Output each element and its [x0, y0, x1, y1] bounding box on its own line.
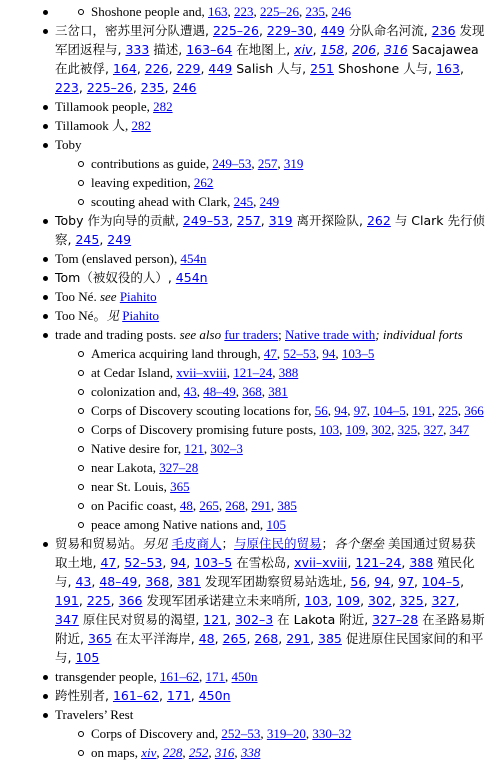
page-ref-link[interactable]: 235	[305, 4, 325, 19]
page-ref-link[interactable]: 319–20	[266, 726, 306, 741]
subentry-refs	[194, 175, 214, 190]
subentry-refs: xvii–xviii, 121–24, 388	[176, 365, 299, 380]
page-ref-link[interactable]: 56	[314, 403, 328, 418]
subentry-shoshone-people: Shoshone people and, 163, 223, 225–26, 235, 246	[14, 2, 486, 21]
page-ref-link[interactable]: 302–3	[235, 612, 274, 627]
page-ref-link[interactable]: 191	[412, 403, 432, 418]
page-ref-link[interactable]: 225–26	[212, 23, 259, 38]
subentry-label: peace among Native nations and,	[91, 517, 267, 532]
page-ref-link[interactable]: 330–32	[312, 726, 352, 741]
link-fur-traders-zh[interactable]: 毛皮商人	[171, 536, 222, 551]
page-ref-link[interactable]: xiv	[141, 745, 157, 760]
page-ref-link[interactable]: 48–49	[99, 574, 138, 589]
subentry	[14, 420, 486, 439]
subentry-label: America acquiring land through,	[91, 346, 264, 361]
page-ref-link[interactable]: 97	[353, 403, 367, 418]
page-ref-link[interactable]: 381	[268, 384, 288, 399]
subentry-label: Corps of Discovery promising future posts,	[91, 422, 320, 437]
subentry-label: on Pacific coast,	[91, 498, 180, 513]
page-ref-link[interactable]: 282	[153, 99, 173, 114]
page-ref-link[interactable]: 94	[374, 574, 391, 589]
page-ref-link[interactable]: 302	[368, 593, 392, 608]
page-ref-link[interactable]: 228	[162, 745, 183, 760]
page-ref-link[interactable]: 449	[320, 23, 345, 38]
page-ref-link[interactable]: 262	[366, 213, 391, 228]
index-list	[14, 2, 486, 762]
page-ref-link[interactable]: 365	[87, 631, 112, 646]
subentry-refs	[159, 460, 198, 475]
page-ref-link[interactable]: 225	[438, 403, 458, 418]
index-entry-sanchakou: 三岔口，密苏里河分队遭遇, 225–26, 229–30, 449 分队命名河流, 236 发现军团返程与, 333 描述, 163–64 在地图上, xiv, 158, 206, 316 Sacajawea 在此被俘, 164, 226, 229, 449 Salish 人与, 251 Shoshone 人与, 163, 223, 225–26, 235, 246	[14, 21, 486, 97]
trade-subentries	[55, 344, 486, 534]
page-ref-link[interactable]: 163–64	[186, 42, 233, 57]
subentry	[14, 173, 486, 192]
page-ref-link[interactable]: 43	[75, 574, 92, 589]
page-ref-link[interactable]: 225	[86, 593, 111, 608]
page-ref-link[interactable]: 121–24	[355, 555, 402, 570]
page-ref-link[interactable]: 347	[55, 612, 79, 627]
subentry-refs: 252–53, 319–20, 330–32	[221, 726, 352, 741]
page-ref-link[interactable]: 282	[131, 118, 151, 133]
page-ref-link[interactable]: 121–24	[233, 365, 273, 380]
page-ref-link[interactable]: 252–53	[221, 726, 261, 741]
subentry-label: Corps of Discovery and,	[91, 726, 222, 741]
page-ref-link[interactable]: 48–49	[203, 384, 236, 399]
page-ref-link[interactable]: 236	[431, 23, 456, 38]
page-ref-link[interactable]: 94	[334, 403, 348, 418]
subentry	[14, 515, 486, 534]
subentry	[14, 458, 486, 477]
index-entry-trade: trade and trading posts. see also fur traders; Native trade with; individual forts America acquiring land through, 47, 52–53, 94, 103–5 at Cedar Island, xvii–xviii, 121–24, 388 colonization and, 43, 48–49, 368, 381 Corps of Discovery scouting locations for, 56, 94, 97, 104–5, 191, 225, 366 Corps of Discovery promising future posts, 103, 109, 302, 325, 327, 347 Native desire for, 121, 302–3 near Lakota, 327–28 near St. Louis, 365 on Pacific coast, 48, 265, 268, 291, 385 peace among Native nations and, 105	[14, 325, 486, 534]
subentry-refs: xiv, 228, 252, 316, 338	[141, 745, 261, 760]
subentry	[14, 724, 486, 743]
page-ref-link[interactable]: 161–62	[112, 688, 159, 703]
page-ref-link[interactable]: 265	[199, 498, 219, 513]
page-ref-link[interactable]: 163	[436, 61, 460, 76]
page-ref-link[interactable]: 245	[233, 194, 254, 209]
page-ref-link[interactable]: 327	[431, 593, 456, 608]
page-ref-link[interactable]: 105	[266, 517, 286, 532]
page-ref-link[interactable]: 252	[188, 745, 209, 760]
index-entry-transgender: transgender people, 161–62, 171, 450n	[14, 667, 486, 686]
page-ref-link[interactable]: 246	[172, 80, 197, 95]
link-native-trade-zh[interactable]: 与原住民的贸易	[234, 536, 322, 551]
page-ref-link[interactable]: 249	[259, 194, 280, 209]
page-ref-link[interactable]: 48	[179, 498, 193, 513]
page-ref-link[interactable]: 251	[310, 61, 334, 76]
subentry-label: near St. Louis,	[91, 479, 171, 494]
toby-subentries	[55, 154, 486, 211]
page-ref-link[interactable]: 325	[399, 593, 424, 608]
page-ref-link[interactable]: 121	[203, 612, 228, 627]
index-entry-travelers-rest: Travelers’ Rest Corps of Discovery and, 252–53, 319–20, 330–32 on maps, xiv, 228, 252, 316, 338	[14, 705, 486, 762]
subentry-refs: 47, 52–53, 94, 103–5	[263, 346, 375, 361]
page-ref-link[interactable]: 450n	[198, 688, 231, 703]
page-ref-link[interactable]: 229–30	[266, 23, 313, 38]
page-ref-link[interactable]: 104–5	[422, 574, 461, 589]
page-ref-link[interactable]: xvii–xviii	[294, 555, 348, 570]
index-entry-toby: Toby contributions as guide, 249–53, 257, 319 leaving expedition, 262 scouting ahead with Clark, 245, 249	[14, 135, 486, 211]
link-piahito[interactable]: Piahito	[119, 289, 157, 304]
page-ref-link[interactable]: 366	[464, 403, 484, 418]
page-ref-link[interactable]: 48	[198, 631, 215, 646]
page-ref-link[interactable]: 316	[214, 745, 235, 760]
link-native-trade-with[interactable]: Native trade with	[285, 327, 376, 342]
page-ref-link[interactable]: 302–3	[210, 441, 243, 456]
index-entry-tillamook: Tillamook people, 282	[14, 97, 486, 116]
index-entry-toby-zh: Toby 作为向导的贡献, 249–53, 257, 319 离开探险队, 262 与 Clark 先行侦察, 245, 249	[14, 211, 486, 249]
subentry-refs: 48, 265, 268, 291, 385	[179, 498, 297, 513]
subentry-label: Native desire for,	[91, 441, 185, 456]
page-ref-link[interactable]: 388	[409, 555, 434, 570]
page-ref-link[interactable]: 191	[55, 593, 79, 608]
page-ref-link[interactable]: 109	[336, 593, 361, 608]
page-ref-link[interactable]: 316	[384, 42, 408, 57]
subentry	[14, 439, 486, 458]
page-ref-link[interactable]: 94	[170, 555, 187, 570]
page-ref-link[interactable]: 121	[184, 441, 204, 456]
page-ref-link[interactable]: 47	[263, 346, 277, 361]
page-ref-link[interactable]: 268	[225, 498, 245, 513]
page-ref-link[interactable]: 43	[183, 384, 197, 399]
page-ref-link[interactable]: 225–26	[259, 4, 299, 19]
link-piahito-zh[interactable]: Piahito	[122, 308, 160, 323]
subentry-refs	[170, 479, 190, 494]
page-ref-link[interactable]: 249–53	[182, 213, 229, 228]
page-ref-link[interactable]: 52–53	[283, 346, 316, 361]
page-ref-link[interactable]: 47	[100, 555, 117, 570]
page-ref-link[interactable]: 103	[319, 422, 340, 437]
page-ref-link[interactable]: 449	[208, 61, 233, 76]
page-ref-link[interactable]: 249	[107, 232, 132, 247]
page-ref-link[interactable]: 246	[331, 4, 351, 19]
index-entry-too-ne-zh: Too Né。见 Piahito	[14, 306, 486, 325]
index-entry-shoshone-continuation	[14, 2, 486, 21]
subentry-refs: 43, 48–49, 368, 381	[183, 384, 288, 399]
page-ref-link[interactable]: 450n	[231, 669, 258, 684]
page-ref-link[interactable]: 381	[177, 574, 201, 589]
page-ref-link[interactable]: 347	[449, 422, 470, 437]
page-ref-link[interactable]: 327–28	[372, 612, 419, 627]
page-ref-link[interactable]: 338	[240, 745, 261, 760]
page-ref-link[interactable]: 257	[236, 213, 261, 228]
page-ref-link[interactable]: 171	[205, 669, 226, 684]
page-ref-link[interactable]: 103	[304, 593, 329, 608]
page-ref-link[interactable]: 171	[166, 688, 191, 703]
subentry	[14, 743, 486, 762]
page-ref-link[interactable]: 104–5	[373, 403, 406, 418]
subentry-label: contributions as guide,	[91, 156, 213, 171]
subentry	[14, 154, 486, 173]
page-ref-link[interactable]: 366	[118, 593, 143, 608]
page-ref-link[interactable]: 291	[286, 631, 311, 646]
page-ref-link[interactable]: 365	[170, 479, 190, 494]
page-ref-link[interactable]: 158	[320, 42, 345, 57]
page-ref-link[interactable]: xiv	[294, 42, 313, 57]
subentry	[14, 344, 486, 363]
page-ref-link[interactable]: 56	[350, 574, 367, 589]
subentry-label: at Cedar Island,	[91, 365, 177, 380]
index-entry-too-ne: Too Né. see Piahito	[14, 287, 486, 306]
travelers-rest-subentries	[55, 724, 486, 762]
page-ref-link[interactable]: 97	[398, 574, 415, 589]
index-entry-transgender-zh: 跨性别者, 161–62, 171, 450n	[14, 686, 486, 705]
page-ref-link[interactable]: 325	[397, 422, 418, 437]
page-ref-link[interactable]: 249–53	[212, 156, 252, 171]
page-ref-link[interactable]: 388	[278, 365, 299, 380]
page-ref-link[interactable]: 333	[125, 42, 150, 57]
page-ref-link[interactable]: 257	[257, 156, 278, 171]
page-ref-link[interactable]: 223	[233, 4, 254, 19]
subentry	[14, 382, 486, 401]
page-ref-link[interactable]: 368	[145, 574, 170, 589]
page-ref-link[interactable]: 225–26	[86, 80, 133, 95]
page-ref-link[interactable]: 385	[277, 498, 297, 513]
page-ref-link[interactable]: 206	[352, 42, 377, 57]
page-ref-link[interactable]: 164	[112, 61, 137, 76]
page-ref-link[interactable]: 94	[322, 346, 336, 361]
page-ref-link[interactable]: 163	[207, 4, 228, 19]
page-ref-link[interactable]: 226	[144, 61, 169, 76]
subentry-refs: 249–53, 257, 319	[212, 156, 304, 171]
page-ref-link[interactable]: 161–62	[160, 669, 200, 684]
link-fur-traders[interactable]: fur traders	[224, 327, 279, 342]
subentry-label: on maps,	[91, 745, 142, 760]
index-entry-tom: Tom (enslaved person), 454n	[14, 249, 486, 268]
page-ref-link[interactable]: 291	[251, 498, 271, 513]
subentry	[14, 477, 486, 496]
page-ref-link[interactable]: 229	[176, 61, 201, 76]
page-ref-link[interactable]: 327–28	[159, 460, 199, 475]
page-ref-link[interactable]: 262	[193, 175, 214, 190]
subentry	[14, 192, 486, 211]
subentry-label: leaving expedition,	[91, 175, 194, 190]
page-ref-link[interactable]: 235	[140, 80, 165, 95]
page-ref-link[interactable]: 368	[242, 384, 262, 399]
page-ref-link[interactable]: 52–53	[124, 555, 163, 570]
subentry-label: near Lakota,	[91, 460, 160, 475]
page-ref-link[interactable]: 319	[268, 213, 293, 228]
page-ref-link[interactable]: 103–5	[194, 555, 233, 570]
page-ref-link[interactable]: 319	[283, 156, 304, 171]
page-ref-link[interactable]: 302	[371, 422, 392, 437]
page-ref-link[interactable]: 268	[254, 631, 279, 646]
subentry-refs	[266, 517, 286, 532]
subentry-refs: 121, 302–3	[184, 441, 243, 456]
page-ref-link[interactable]: 223	[55, 80, 79, 95]
page-ref-link[interactable]: 109	[345, 422, 366, 437]
index-entry-tom-zh: Tom（被奴役的人）, 454n	[14, 268, 486, 287]
subentry-label: Corps of Discovery scouting locations for,	[91, 403, 315, 418]
subentry	[14, 401, 486, 420]
subentry-refs: 103, 109, 302, 325, 327, 347	[319, 422, 470, 437]
page-ref-link[interactable]: 245	[75, 232, 100, 247]
page-ref-link[interactable]: 105	[75, 650, 100, 665]
page-ref-link[interactable]: 103–5	[341, 346, 375, 361]
subentry	[14, 496, 486, 515]
subentry	[14, 363, 486, 382]
page-ref-link[interactable]: 454n	[175, 270, 208, 285]
page-ref-link[interactable]: 265	[222, 631, 247, 646]
index-entry-tillamook-zh: Tillamook 人, 282	[14, 116, 486, 135]
page-ref-link[interactable]: 327	[423, 422, 444, 437]
subentry-refs: 56, 94, 97, 104–5, 191, 225, 366	[314, 403, 484, 418]
subentry-refs: 245, 249	[233, 194, 280, 209]
page-ref-link[interactable]: 385	[318, 631, 342, 646]
page-ref-link[interactable]: xvii–xviii	[176, 365, 227, 380]
subentry-label: scouting ahead with Clark,	[91, 194, 234, 209]
subentry-label: colonization and,	[91, 384, 184, 399]
index-entry-trade-zh: 贸易和贸易站。另见 毛皮商人；与原住民的贸易；各个堡垒 美国通过贸易获取土地, 47, 52–53, 94, 103–5 在雪松岛, xvii–xviii, 121–24, 388 殖民化与, 43, 48–49, 368, 381 发现军团勘察贸易站选址, 56, 94, 97, 104–5, 191, 225, 366 发现军团承诺建立未来哨所, 103, 109, 302, 325, 327, 347 原住民对贸易的渴望, 121, 302–3 在 Lakota 附近, 327–28 在圣路易斯附近, 365 在太平洋海岸, 48, 265, 268, 291, 385 促进原住民国家间的和平与, 105	[14, 534, 486, 667]
page-ref-link[interactable]: 454n	[180, 251, 207, 266]
